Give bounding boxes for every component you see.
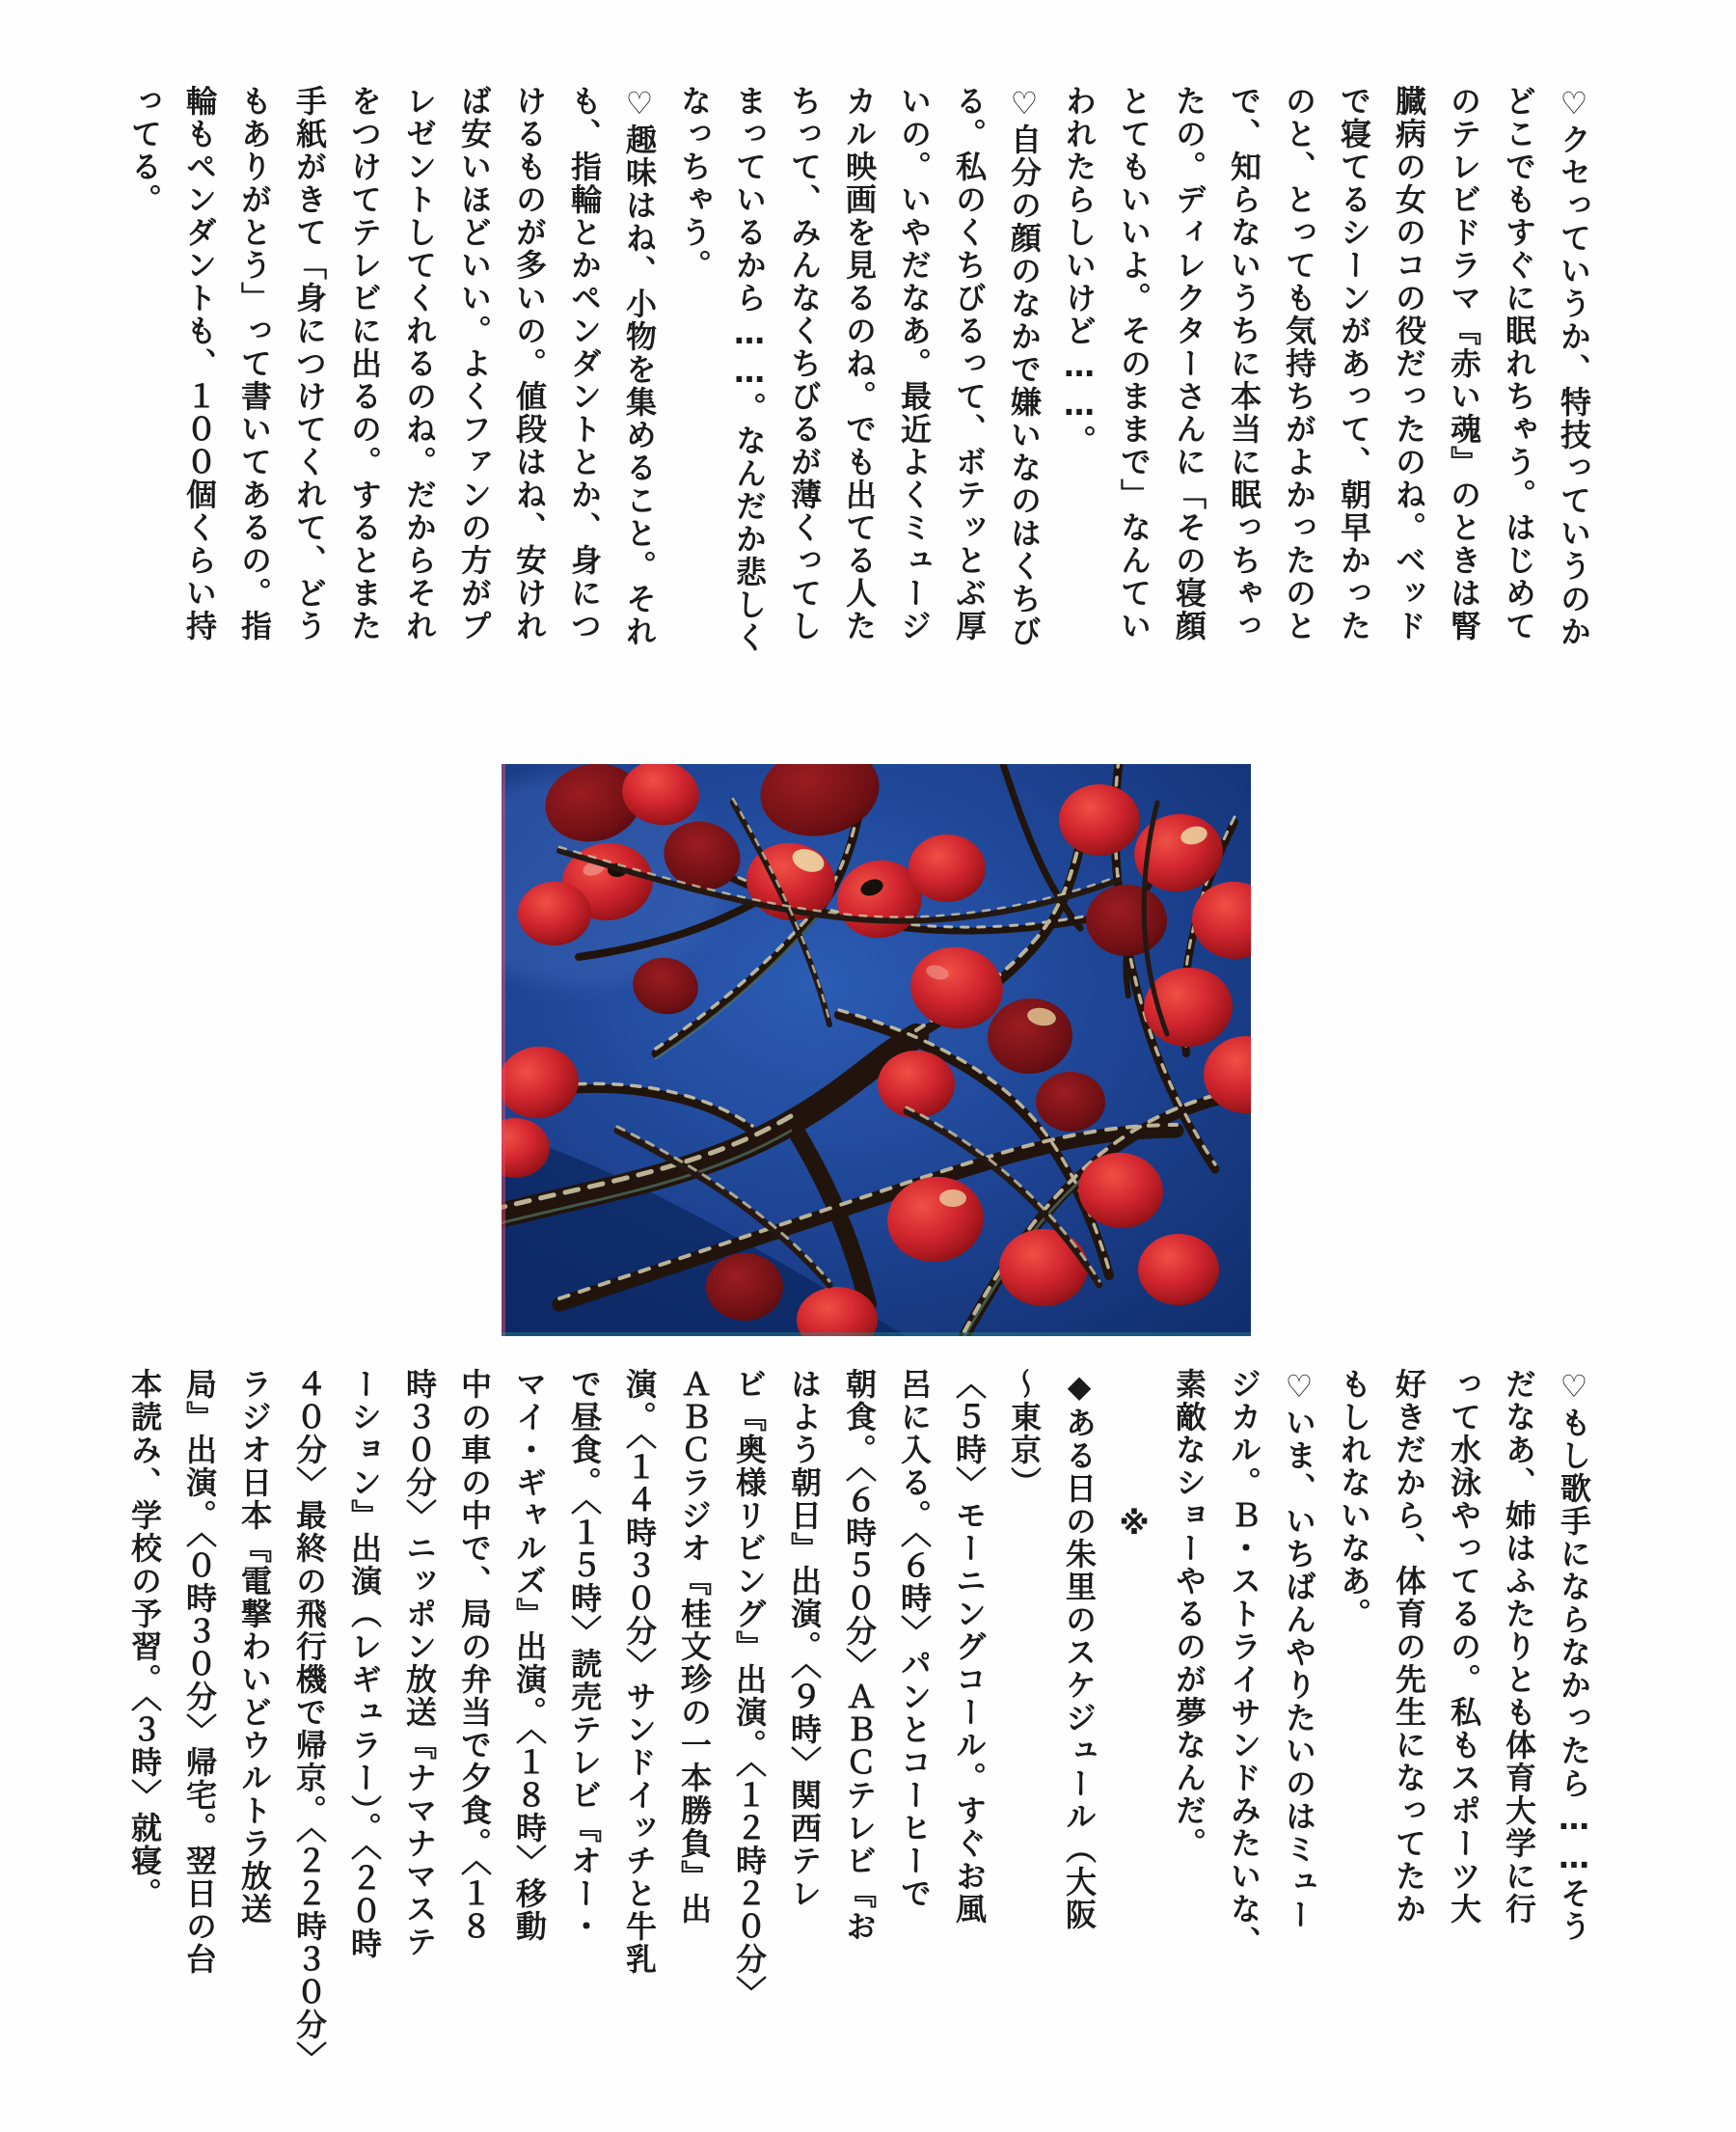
text-column: もしれないなあ。 [1336, 1368, 1372, 1630]
text-column: 好きだから、体育の先生になってたか [1391, 1368, 1427, 1926]
text-column: 朝食。〈６時５０分〉ＡＢＣテレビ『お [841, 1368, 878, 1943]
text-column: をつけてテレビに出るの。するとまた [346, 85, 383, 642]
text-column: で、知らないうちに本当に眠っちゃっ [1226, 85, 1262, 642]
text-column: ♡もし歌手にならなかったら……そう [1556, 1368, 1592, 1943]
text-column: 中の車の中で、局の弁当で夕食。〈１８ [456, 1368, 493, 1943]
text-column: って水泳やってるの。私もスポーツ大 [1446, 1368, 1482, 1926]
text-column: ♡趣味はね、小物を集めること。それ [621, 85, 658, 648]
text-column: のテレビドラマ『赤い魂』のときは腎 [1446, 85, 1482, 642]
schedule-heading-column: ◆ある日の朱里のスケジュール（大阪 [1061, 1368, 1098, 1931]
text-column: ちって、みんなくちびるが薄くってし [786, 85, 823, 642]
text-column: カル映画を見るのね。でも出てる人た [841, 85, 878, 642]
text-column: 素敵なショーやるのが夢なんだ。 [1171, 1368, 1207, 1860]
text-column: ＡＢＣラジオ『桂文珍の一本勝負』出 [676, 1368, 713, 1926]
text-column: なっちゃう。 [676, 85, 713, 282]
text-column: ♡クセっていうか、特技っていうのか [1556, 85, 1592, 648]
text-column: 本読み、学校の予習。〈３時〉就寝。 [126, 1368, 163, 1910]
text-column: たの。ディレクターさんに「その寝顔 [1171, 85, 1207, 642]
text-column: ４０分〉最終の飛行機で帰京。〈２２時３０分〉 [291, 1368, 328, 2074]
text-column: もありがとう」って書いてあるの。指 [236, 85, 273, 642]
bottom-article [117, 1368, 1601, 2130]
text-column: 〜東京） [1006, 1368, 1043, 1499]
text-column: で昼食。〈１５時〉読売テレビ『オー・ [566, 1368, 603, 1943]
text-column: 時３０分〉ニッポン放送『ナマナマステ [401, 1368, 438, 1958]
text-column: いの。いやだなあ。最近よくミュージ [896, 85, 933, 642]
text-column: 呂に入る。〈６時〉パンとコーヒーで [896, 1368, 933, 1910]
text-column: ♡自分の顔のなかで嫌いなのはくちび [1006, 85, 1043, 648]
text-column: どこでもすぐに眠れちゃう。はじめて [1501, 85, 1537, 642]
text-column: ラジオ日本『電撃わいどウルトラ放送 [236, 1368, 273, 1926]
text-column: ジカル。Ｂ・ストライサンドみたいな、 [1226, 1368, 1262, 1958]
text-column: も、指輪とかペンダントとか、身につ [566, 85, 603, 642]
text-column: レゼントしてくれるのね。だからそれ [401, 85, 438, 642]
text-column: ♡いま、いちばんやりたいのはミュー [1281, 1368, 1317, 1931]
berries-photo [502, 764, 1251, 1336]
text-column: ーション』出演（レギュラー）。〈２０時 [346, 1368, 383, 1960]
text-column: はよう朝日』出演。〈９時〉関西テレ [786, 1368, 823, 1910]
top-article [117, 85, 1601, 688]
text-column: 臓病の女のコの役だったのね。ベッド [1391, 85, 1427, 642]
text-column: まっているから……。なんだか悲しく [731, 85, 768, 654]
section-divider-mark: ※ [1116, 1505, 1153, 1544]
text-column: けるものが多いの。値段はね、安けれ [511, 85, 548, 642]
text-column: で寝てるシーンがあって、朝早かった [1336, 85, 1372, 642]
text-column: のと、とっても気持ちがよかったのと [1281, 85, 1317, 642]
berries-photo-art [502, 764, 1251, 1336]
text-column: 手紙がきて「身につけてくれて、どう [291, 85, 328, 642]
text-column: とてもいいよ。そのままで」なんてい [1116, 85, 1153, 642]
text-column: マイ・ギャルズ』出演。〈１８時〉移動 [511, 1368, 548, 1943]
text-column: 局』出演。〈０時３０分〉帰宅。翌日の台 [181, 1368, 218, 1976]
text-column: ビ『奥様リビング』出演。〈１２時２０分〉 [731, 1368, 768, 2009]
text-column: 〈５時〉モーニングコール。すぐお風 [951, 1368, 988, 1926]
text-column: る。私のくちびるって、ボテッとぶ厚 [951, 85, 988, 642]
text-column: だなあ、姉はふたりとも体育大学に行 [1501, 1368, 1537, 1926]
text-column: ってる。 [126, 85, 163, 216]
text-column: 輪もペンダントも、１００個くらい持 [181, 85, 218, 642]
text-column: われたらしいけど……。 [1061, 85, 1098, 457]
text-column: ば安いほどいい。よくファンの方がプ [456, 85, 493, 642]
text-column: 演。〈１４時３０分〉サンドイッチと牛乳 [621, 1368, 658, 1976]
